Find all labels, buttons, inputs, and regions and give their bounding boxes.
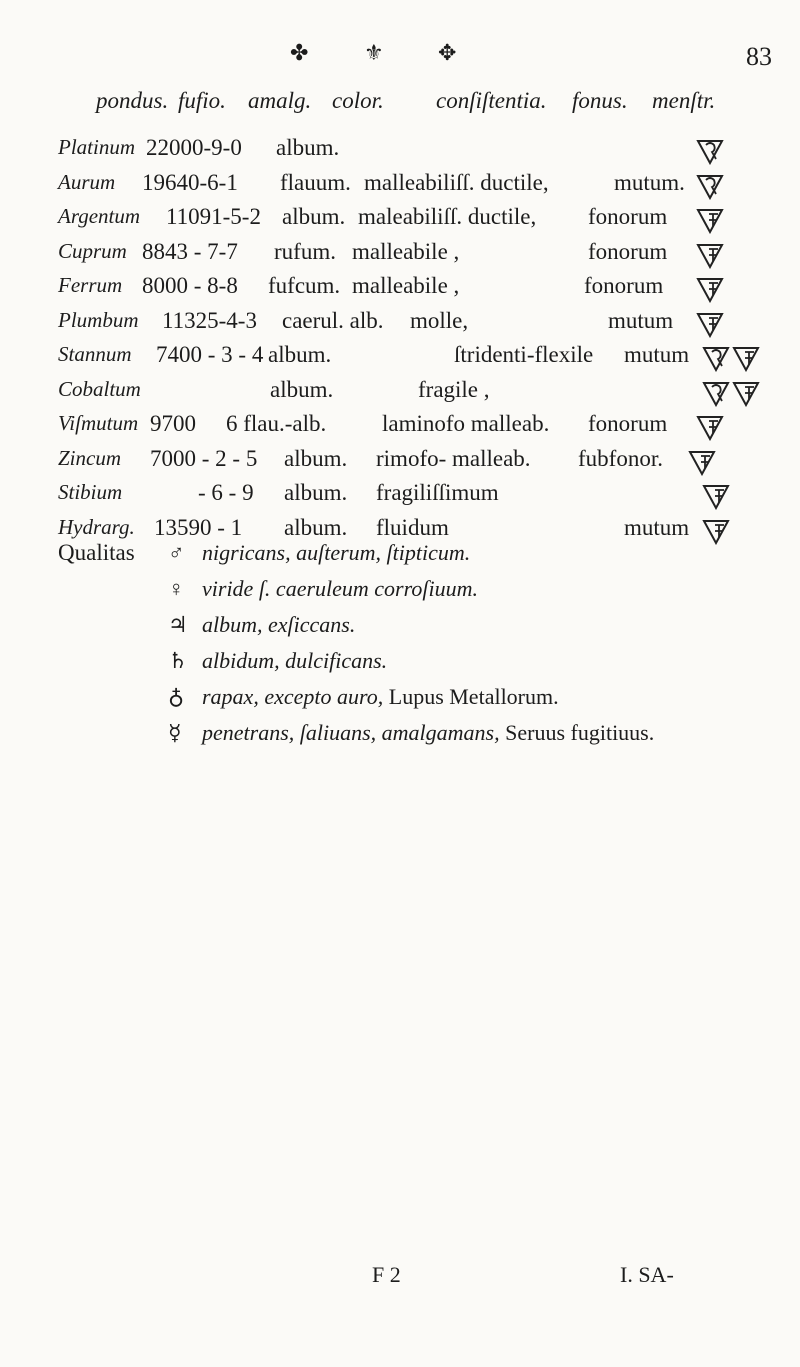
metal-name: Hydrarg. — [58, 514, 135, 539]
metal-sonus: fonorum — [584, 273, 664, 298]
metal-name: Cobaltum — [58, 376, 141, 401]
saturn-icon: ♄ — [168, 648, 188, 673]
metal-sonus: mutum. — [614, 169, 685, 195]
table-row — [58, 204, 758, 239]
metal-weight: 7400 - 3 - 4 — [156, 342, 264, 367]
metal-weight: 11091-5-2 — [166, 204, 261, 229]
table-row — [58, 135, 758, 170]
table-row — [58, 446, 758, 481]
metal-sonus: fonorum — [588, 238, 668, 264]
aqua-regia-icon — [696, 137, 724, 165]
metal-name: Zincum — [58, 445, 121, 470]
aqua-fortis-icon — [688, 448, 716, 476]
page-footer — [0, 1262, 800, 1302]
metal-weight: 22000-9-0 — [146, 135, 242, 160]
mars-icon: ♂ — [168, 540, 185, 565]
metal-color: album. — [284, 480, 348, 505]
table-row — [58, 239, 758, 274]
qualitas-row — [58, 540, 778, 576]
metal-color: rufum. — [274, 238, 336, 264]
aqua-regia-icon — [702, 344, 730, 372]
qualitas-text: albidum, dulcificans. — [202, 648, 388, 673]
aqua-fortis-icon — [702, 482, 730, 510]
table-row — [58, 342, 758, 377]
metal-weight: 19640-6-1 — [142, 169, 238, 195]
page-number: 83 — [746, 42, 772, 71]
header-sonus: fonus. — [572, 88, 628, 113]
signature-mark: F 2 — [372, 1262, 401, 1287]
table-row — [58, 377, 758, 412]
jupiter-icon: ♃ — [168, 612, 188, 637]
qualitas-text: viride ſ. caeruleum corroſiuum. — [202, 576, 478, 601]
metal-consistentia: maleabiliſſ. ductile, — [358, 204, 537, 229]
metal-color: album. — [276, 135, 340, 160]
aqua-fortis-icon — [696, 413, 724, 441]
qualitas-row — [58, 648, 778, 684]
metal-consistentia: fragiliſſimum — [376, 480, 499, 505]
metal-weight: 13590 - 1 — [154, 514, 243, 540]
metal-weight: 8000 - 8-8 — [142, 273, 238, 298]
metal-consistentia: rimofo- malleab. — [376, 445, 531, 471]
metal-sonus: fubfonor. — [578, 445, 663, 471]
metal-name: Viſmutum — [58, 411, 139, 435]
header-amalg: amalg. — [248, 88, 312, 113]
qualitas-upright: Lupus Metallorum. — [388, 684, 559, 709]
metal-name: Ferrum — [58, 273, 123, 297]
metal-consistentia: fragile , — [418, 376, 490, 402]
header-menstr: menſtr. — [652, 88, 716, 113]
qualitas-italic: rapax, excepto auro, — [202, 684, 384, 709]
metal-sonus: mutum — [624, 342, 690, 367]
qualitas-text: nigricans, auſterum, ſtipticum. — [202, 540, 471, 565]
qualitas-row — [58, 612, 778, 648]
metal-consistentia: laminofo malleab. — [382, 411, 550, 436]
aqua-fortis-icon — [696, 206, 724, 234]
qualitas-text — [202, 720, 654, 746]
metal-name: Aurum — [58, 169, 116, 194]
table-row — [58, 308, 758, 343]
ornament-row — [280, 40, 600, 76]
metal-weight: 8843 - 7-7 — [142, 238, 238, 264]
metals-table — [58, 135, 758, 549]
metal-name: Argentum — [58, 204, 141, 228]
metal-name: Cuprum — [58, 238, 127, 263]
table-row — [58, 273, 758, 308]
metal-color: album. — [284, 445, 348, 471]
qualitas-row — [58, 576, 778, 612]
metal-weight: 7000 - 2 - 5 — [150, 445, 258, 471]
metal-consistentia: ſtridenti-flexile — [454, 342, 594, 367]
qualitas-section — [58, 540, 778, 756]
mercury-icon: ☿ — [168, 720, 182, 745]
header-consistentia: conſiſtentia. — [436, 88, 547, 113]
qualitas-italic: penetrans, ſaliuans, amalgamans, — [202, 720, 500, 745]
header-fusio: fufio. — [178, 88, 226, 113]
metal-name: Plumbum — [58, 307, 139, 332]
qualitas-text: album, exſiccans. — [202, 612, 356, 637]
metal-color: caerul. alb. — [282, 307, 384, 333]
aqua-regia-icon — [702, 379, 730, 407]
qualitas-label: Qualitas — [58, 540, 135, 565]
metal-color: album. — [284, 514, 348, 540]
aqua-fortis-icon — [732, 344, 760, 372]
metal-consistentia: malleabile , — [352, 273, 460, 298]
catchword: I. SA- — [620, 1262, 674, 1287]
metal-sonus: fonorum — [588, 411, 668, 436]
metal-color: fufcum. — [268, 273, 341, 298]
qualitas-row — [58, 720, 778, 756]
table-row — [58, 170, 758, 205]
antimony-icon: ♁ — [168, 684, 185, 709]
metal-color: 6 flau.-alb. — [226, 411, 327, 436]
ornament-icon: ⚜ — [364, 40, 384, 65]
aqua-fortis-icon — [696, 241, 724, 269]
table-row — [58, 411, 758, 446]
aqua-fortis-icon — [696, 275, 724, 303]
ornament-icon: ✥ — [438, 40, 457, 65]
metal-sonus: mutum — [608, 307, 674, 333]
aqua-fortis-icon — [696, 310, 724, 338]
metal-consistentia: fluidum — [376, 514, 449, 540]
metal-name: Stannum — [58, 342, 132, 366]
metal-weight: - 6 - 9 — [198, 480, 254, 505]
metal-consistentia: malleabiliſſ. ductile, — [364, 169, 549, 195]
column-header — [96, 88, 786, 124]
metal-color: album. — [268, 342, 332, 367]
qualitas-upright: Seruus fugitiuus. — [505, 720, 655, 745]
metal-consistentia: molle, — [410, 307, 469, 333]
qualitas-text — [202, 684, 559, 710]
aqua-regia-icon — [696, 172, 724, 200]
metal-color: flauum. — [280, 169, 351, 195]
metal-consistentia: malleabile , — [352, 238, 460, 264]
header-pondus: pondus. — [96, 88, 169, 113]
metal-sonus: mutum — [624, 514, 690, 540]
metal-sonus: fonorum — [588, 204, 668, 229]
ornament-icon: ✤ — [290, 40, 309, 65]
metal-name: Stibium — [58, 480, 123, 504]
metal-weight: 9700 — [150, 411, 196, 436]
metal-color: album. — [270, 376, 334, 402]
table-row — [58, 480, 758, 515]
venus-icon: ♀ — [168, 576, 185, 601]
metal-color: album. — [282, 204, 346, 229]
metal-name: Platinum — [58, 135, 135, 159]
header-color: color. — [332, 88, 384, 113]
qualitas-row — [58, 684, 778, 720]
aqua-fortis-icon — [732, 379, 760, 407]
metal-weight: 11325-4-3 — [162, 307, 257, 333]
